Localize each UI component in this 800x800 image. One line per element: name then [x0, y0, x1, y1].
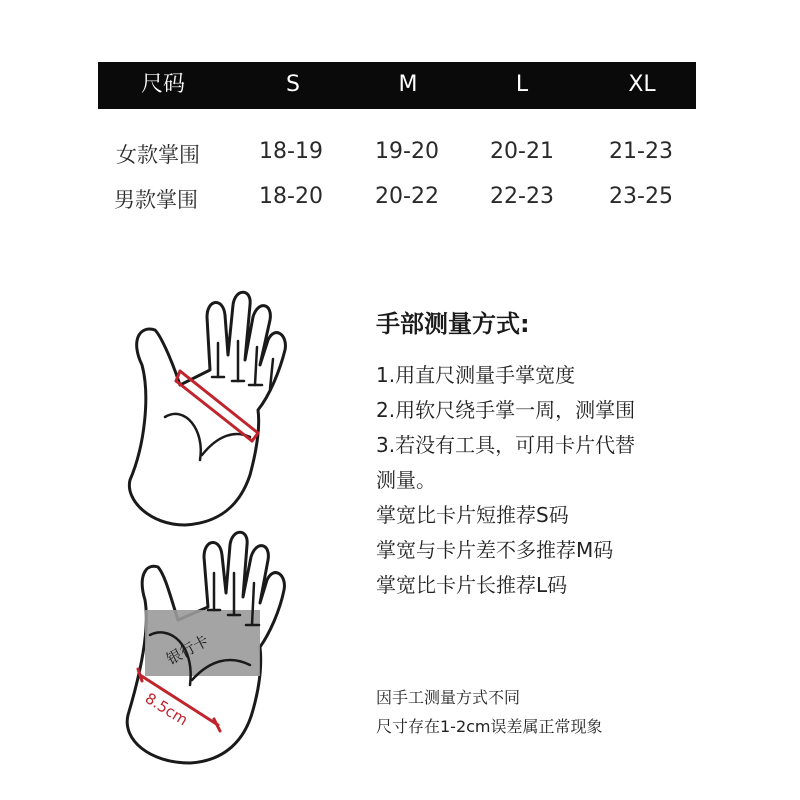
header-m: M — [398, 72, 418, 97]
header-s: S — [286, 72, 300, 97]
instructions-title: 手部测量方式: — [376, 310, 530, 338]
header-l: L — [515, 72, 529, 97]
header-xl: XL — [628, 72, 656, 97]
instruction-step: 测量。 — [376, 468, 436, 492]
table-cell: 19-20 — [375, 139, 439, 164]
table-cell: 20-21 — [490, 139, 554, 164]
card-label: 银行卡 — [163, 631, 212, 669]
instruction-step: 掌宽与卡片差不多推荐M码 — [376, 538, 614, 562]
row-label-men: 男款掌围 — [114, 188, 198, 212]
hand-tape-measure-illustration — [110, 285, 300, 535]
table-cell: 23-25 — [609, 184, 673, 209]
instruction-step: 2.用软尺绕手掌一周，测掌围 — [376, 398, 636, 422]
instruction-step: 掌宽比卡片短推荐S码 — [376, 503, 569, 527]
header-size: 尺码 — [140, 72, 185, 97]
row-label-women: 女款掌围 — [116, 143, 200, 167]
table-cell: 22-23 — [490, 184, 554, 209]
footnote-line: 因手工测量方式不同 — [376, 688, 521, 707]
instruction-step: 掌宽比卡片长推荐L码 — [376, 573, 568, 597]
table-cell: 18-20 — [259, 184, 323, 209]
table-cell: 18-19 — [259, 139, 323, 164]
instruction-step: 3.若没有工具，可用卡片代替 — [376, 433, 636, 457]
instruction-step: 1.用直尺测量手掌宽度 — [376, 363, 576, 387]
measure-label: 8.5cm — [141, 689, 192, 730]
footnote-line: 尺寸存在1-2cm误差属正常现象 — [376, 717, 603, 736]
table-cell: 20-22 — [375, 184, 439, 209]
table-cell: 21-23 — [609, 139, 673, 164]
hand-card-compare-illustration — [110, 525, 300, 770]
